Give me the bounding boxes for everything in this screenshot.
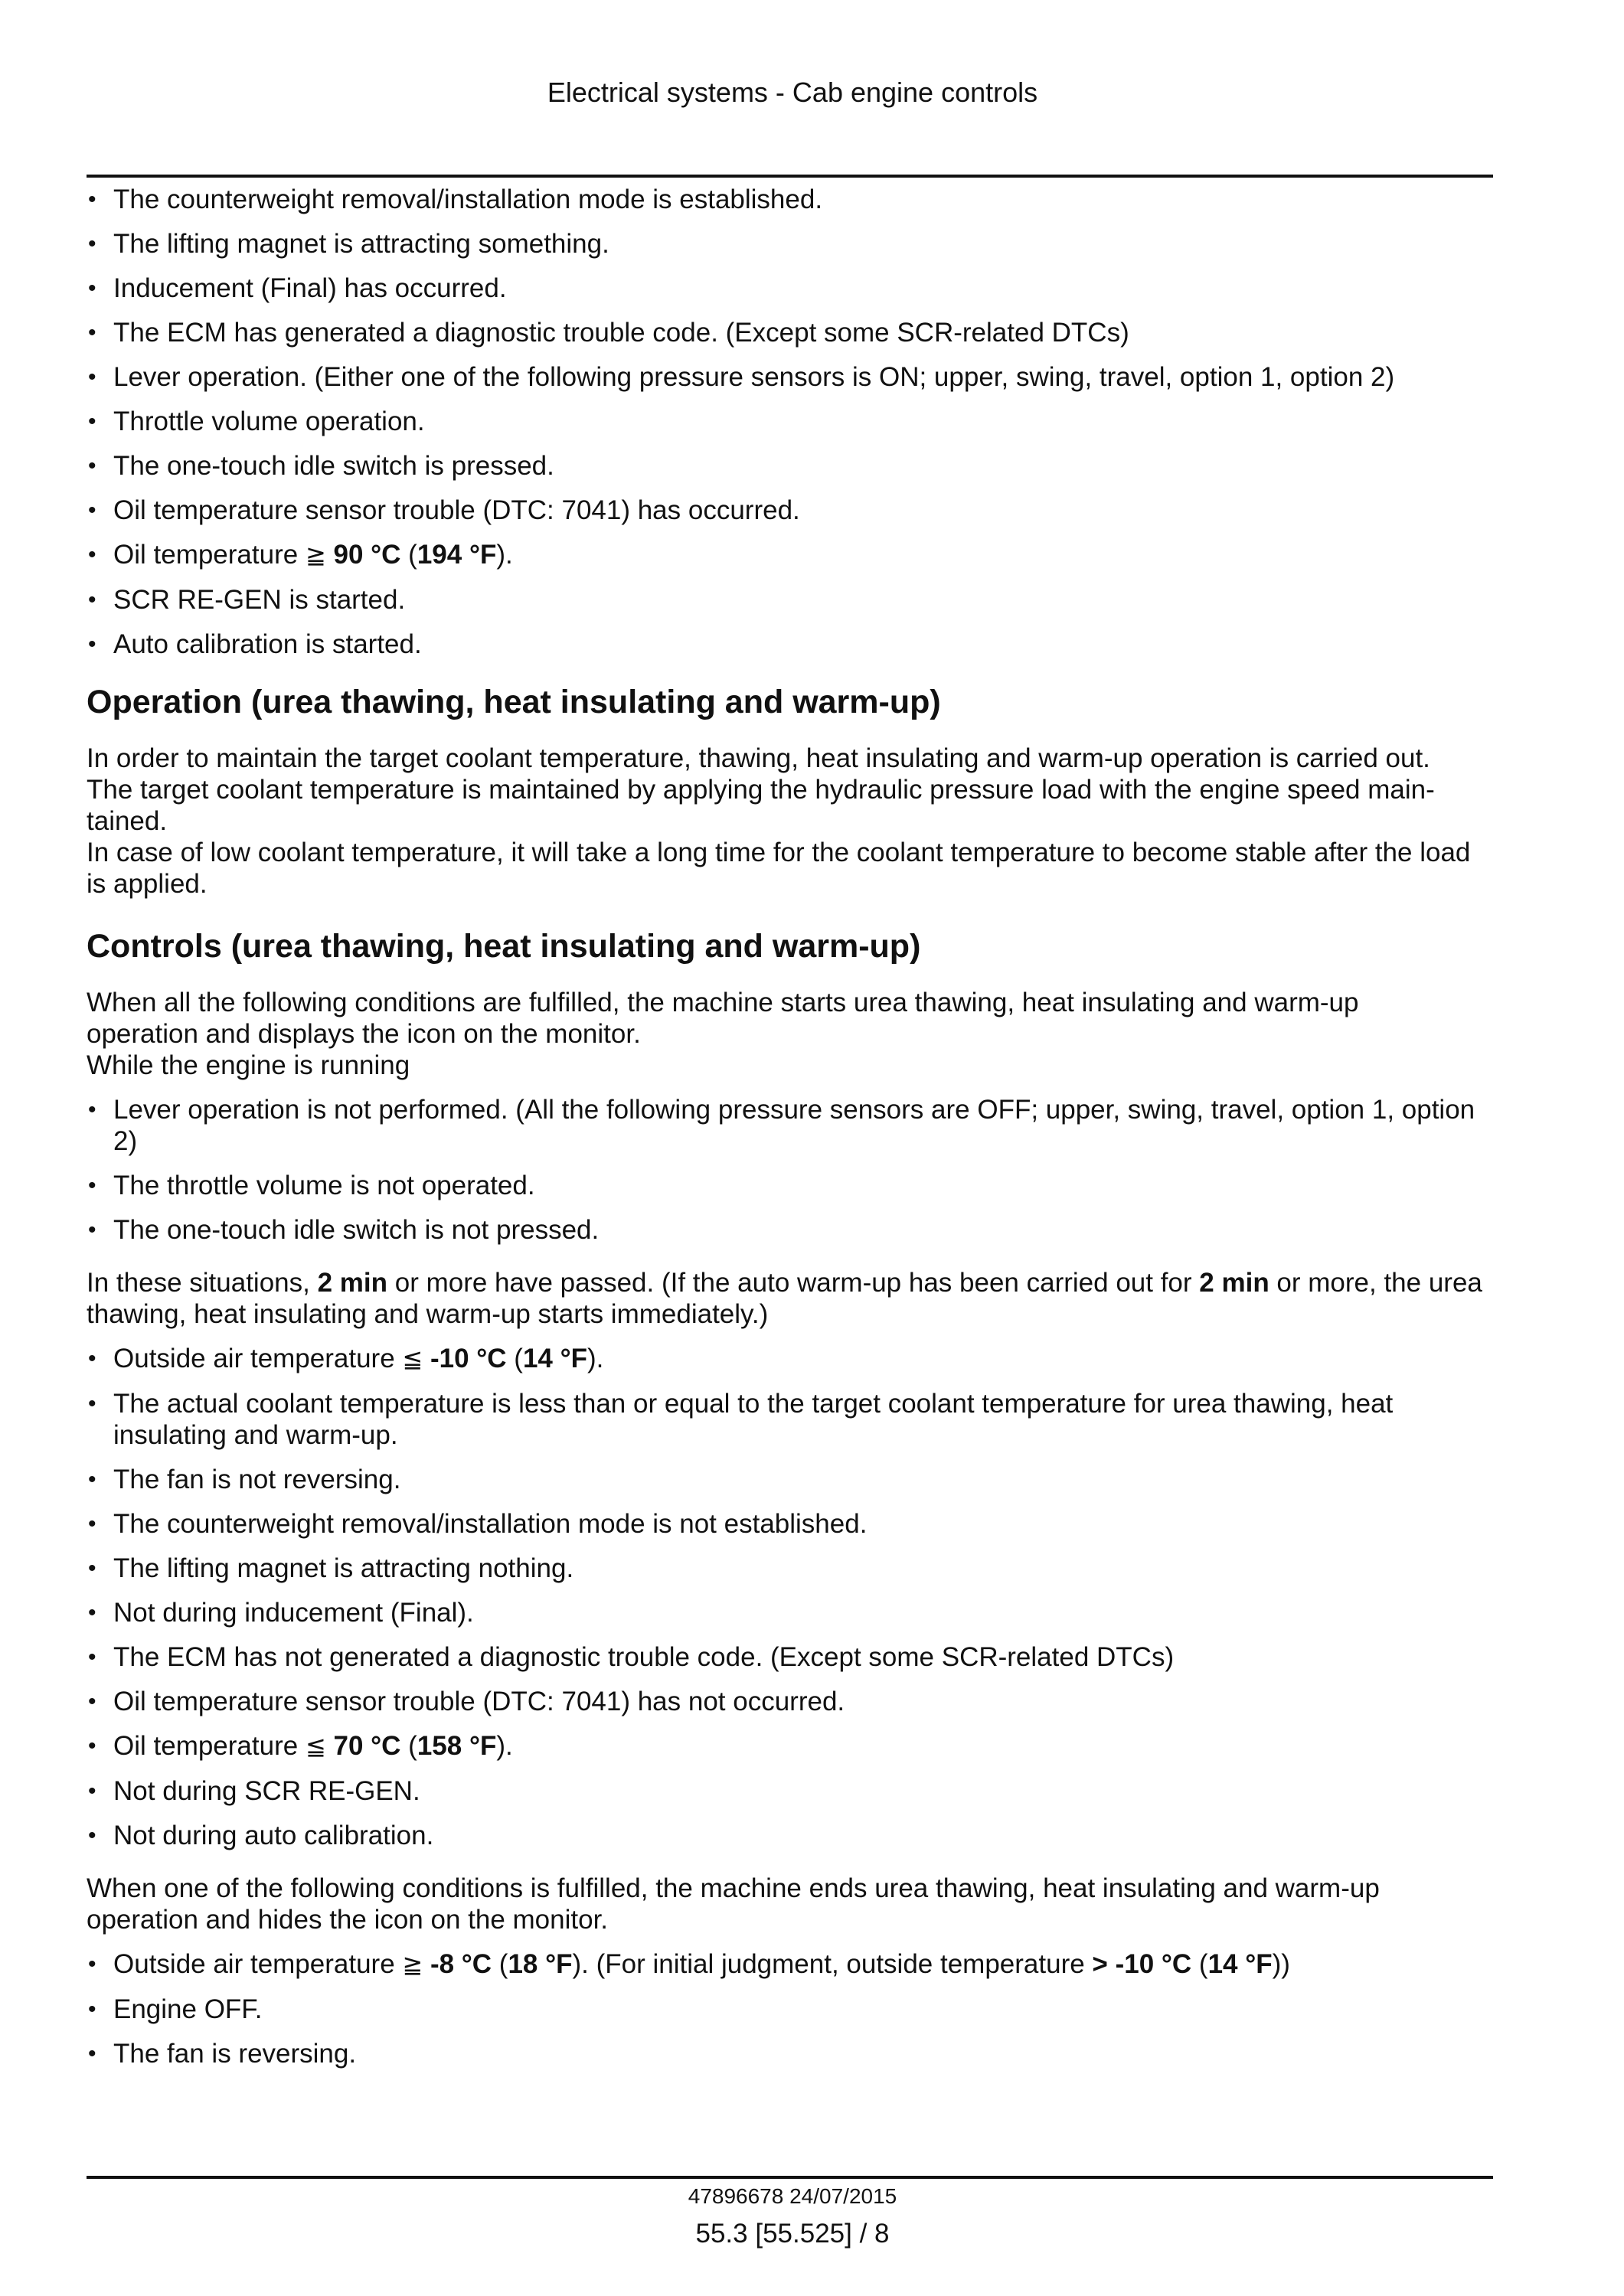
text: ).	[496, 540, 513, 570]
list-item: • The lifting magnet is attracting nothing.	[87, 1553, 1493, 1584]
text: ). (For initial judgment, outside temperature	[572, 1949, 1085, 1979]
text: Outside air temperature	[113, 1949, 395, 1979]
page-content	[87, 184, 1493, 2082]
temp-celsius: 70 °C	[333, 1731, 401, 1761]
temp-celsius: -10 °C	[1115, 1949, 1192, 1979]
list-item: • SCR RE-GEN is started.	[87, 584, 1493, 616]
text: ).	[496, 1731, 513, 1761]
paragraph	[87, 743, 1493, 900]
bullet-list	[87, 1948, 1493, 2069]
text: Outside air temperature	[113, 1344, 395, 1373]
list-item: • Lever operation. (Either one of the following pressure sensors is ON; upper, swing, travel, option 1, option 2)	[87, 361, 1493, 393]
list-item: • The lifting magnet is attracting something.	[87, 228, 1493, 260]
list-item: • The one-touch idle switch is pressed.	[87, 450, 1493, 482]
list-item: • Oil temperature sensor trouble (DTC: 7041) has occurred.	[87, 495, 1493, 526]
list-item: • Outside air temperature ≧ -8 °C (18 °F). (For initial judgment, outside temperature > -10 °C (14 °F))	[87, 1948, 1493, 1981]
list-item: • Lever operation is not performed. (All the following pressure sensors are OFF; upper, swing, travel, option 1, option 2)	[87, 1094, 1493, 1157]
list-item: • Not during auto calibration.	[87, 1820, 1493, 1851]
temp-fahrenheit: 194 °F	[417, 540, 497, 570]
text-line: While the engine is running	[87, 1050, 410, 1080]
list-item: • Not during inducement (Final).	[87, 1597, 1493, 1628]
list-item: • Oil temperature ≦ 70 °C (158 °F).	[87, 1730, 1493, 1762]
list-item: • Throttle volume operation.	[87, 406, 1493, 437]
text-line: is applied.	[87, 869, 207, 899]
page-number: 55.3 [55.525] / 8	[695, 2219, 890, 2249]
footer-divider	[87, 2176, 1493, 2179]
list-item: • Oil temperature sensor trouble (DTC: 7041) has not occurred.	[87, 1686, 1493, 1717]
bullet-list	[87, 184, 1493, 660]
temp-fahrenheit: 158 °F	[417, 1731, 497, 1761]
duration: 2 min	[1199, 1268, 1269, 1298]
bullet-list	[87, 1343, 1493, 1851]
temp-celsius: -8 °C	[430, 1949, 492, 1979]
list-item: • The one-touch idle switch is not pressed.	[87, 1214, 1493, 1246]
page-header-title: Electrical systems - Cab engine controls	[547, 77, 1038, 108]
less-equal-symbol: ≦	[305, 1732, 326, 1761]
list-item: • The counterweight removal/installation mode is not established.	[87, 1508, 1493, 1540]
greater-equal-symbol: ≧	[305, 541, 326, 570]
list-item: • Engine OFF.	[87, 1994, 1493, 2025]
text-line: When one of the following conditions is fulfilled, the machine ends urea thawing, heat insulating and warm-up	[87, 1873, 1380, 1903]
section-heading: Controls (urea thawing, heat insulating and warm-up)	[87, 928, 921, 965]
less-equal-symbol: ≦	[402, 1344, 423, 1373]
paragraph	[87, 1267, 1493, 1330]
text: or more have passed. (If the auto warm-up has been carried out for	[387, 1268, 1200, 1298]
list-item: • The counterweight removal/installation mode is established.	[87, 184, 1493, 215]
list-item: • The actual coolant temperature is less than or equal to the target coolant temperature for urea thawing, heat insulating and warm-up.	[87, 1388, 1493, 1451]
text: Oil temperature	[113, 1731, 299, 1761]
list-item: • The throttle volume is not operated.	[87, 1170, 1493, 1201]
greater-equal-symbol: ≧	[402, 1950, 423, 1979]
text-line: tained.	[87, 806, 168, 836]
text-line: In order to maintain the target coolant temperature, thawing, heat insulating and warm-up operation is carried out.	[87, 743, 1430, 773]
section-heading: Operation (urea thawing, heat insulating and warm-up)	[87, 684, 941, 720]
temp-fahrenheit: 14 °F	[1207, 1949, 1273, 1979]
temp-fahrenheit: 14 °F	[522, 1344, 587, 1373]
list-item: • Not during SCR RE-GEN.	[87, 1775, 1493, 1807]
text: ).	[587, 1344, 604, 1373]
text-line: operation and hides the icon on the monitor.	[87, 1905, 609, 1935]
text-line: When all the following conditions are fulfilled, the machine starts urea thawing, heat insulating and warm-up	[87, 988, 1359, 1017]
text: or more, the urea thawing, heat insulating and warm-up starts immediately.)	[87, 1268, 1482, 1329]
text-line: In case of low coolant temperature, it will take a long time for the coolant temperature to become stable after the load	[87, 838, 1471, 867]
temp-celsius: 90 °C	[333, 540, 401, 570]
paragraph	[87, 987, 1493, 1081]
header-divider	[87, 175, 1493, 178]
paragraph	[87, 1873, 1493, 1935]
list-item: • The fan is not reversing.	[87, 1464, 1493, 1495]
list-item: • Inducement (Final) has occurred.	[87, 273, 1493, 304]
duration: 2 min	[317, 1268, 387, 1298]
document-code: 47896678 24/07/2015	[688, 2184, 897, 2208]
list-item: • Outside air temperature ≦ -10 °C (14 °F).	[87, 1343, 1493, 1375]
list-item: • Oil temperature ≧ 90 °C (194 °F).	[87, 539, 1493, 571]
bullet-list	[87, 1094, 1493, 1246]
text: Oil temperature	[113, 540, 299, 570]
temp-celsius: -10 °C	[430, 1344, 507, 1373]
list-item: • Auto calibration is started.	[87, 629, 1493, 660]
list-item: • The fan is reversing.	[87, 2038, 1493, 2069]
text-line: The target coolant temperature is maintained by applying the hydraulic pressure load with the engine speed main-	[87, 775, 1435, 805]
text-line: operation and displays the icon on the monitor.	[87, 1019, 641, 1049]
temp-fahrenheit: 18 °F	[508, 1949, 573, 1979]
greater-than-symbol: >	[1092, 1949, 1108, 1979]
list-item: • The ECM has not generated a diagnostic trouble code. (Except some SCR-related DTCs)	[87, 1641, 1493, 1673]
text: In these situations,	[87, 1268, 318, 1298]
list-item: • The ECM has generated a diagnostic trouble code. (Except some SCR-related DTCs)	[87, 317, 1493, 348]
text: ))	[1272, 1949, 1290, 1979]
